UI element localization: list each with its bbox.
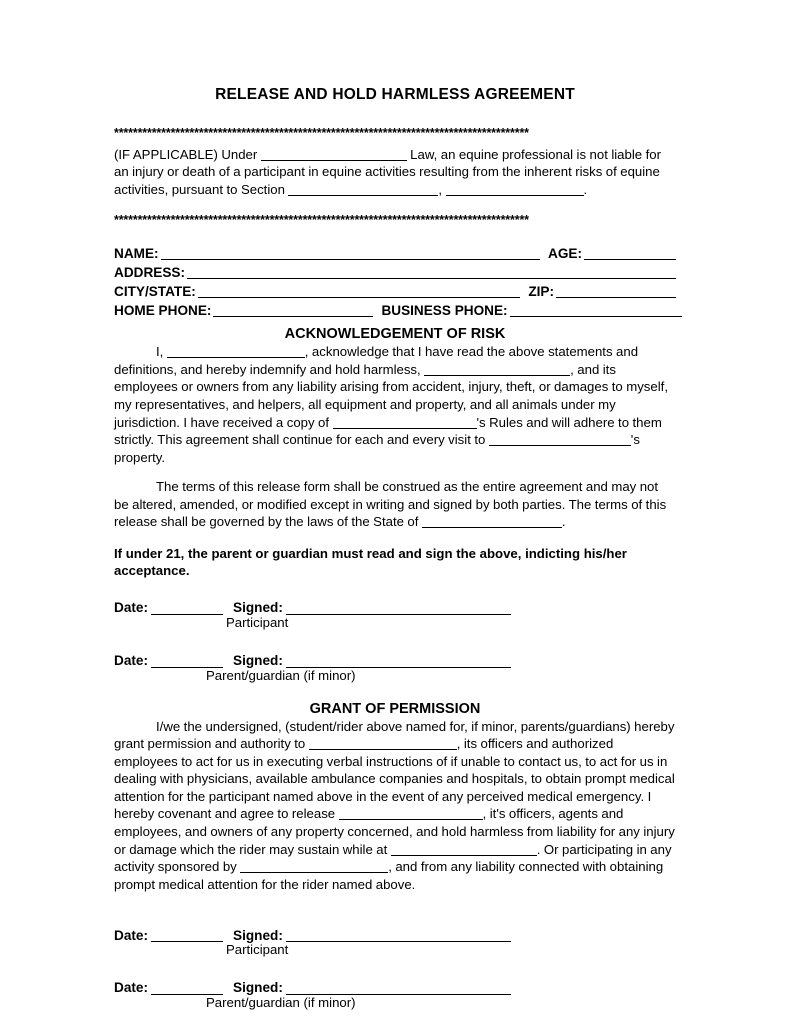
- acknowledgement-paragraph-1: [114, 343, 676, 466]
- signature-block-2: [114, 923, 676, 1011]
- grant-text-c: , it's officers, agents and employees, and owners of any property concerned, and hold harmless from liability for any injury or damage which the rider may sustain while at: [114, 806, 675, 857]
- grant-text-a: I/we the undersigned, (student/rider above named for, if minor, parents/guardians) hereby grant permission and authority to: [114, 718, 675, 752]
- asterisk-divider-bottom: ****************************************************************************************: [114, 214, 529, 228]
- equine-clause-text-4: .: [583, 181, 588, 197]
- acknowledgement-paragraph-2: [114, 478, 676, 531]
- blank-rules-owner[interactable]: [333, 416, 477, 429]
- signature-input-line-participant-2[interactable]: [286, 928, 511, 942]
- signature-input-line-participant-1[interactable]: [286, 601, 511, 615]
- home-phone-label: HOME PHONE:: [114, 302, 212, 318]
- date-label-participant-2: Date:: [114, 927, 148, 943]
- zip-label: ZIP:: [528, 283, 554, 299]
- zip-input-line[interactable]: [556, 284, 676, 298]
- signed-label-participant-1: Signed:: [233, 600, 283, 616]
- info-row-address: [114, 260, 676, 279]
- signature-row-participant-1: [114, 596, 676, 615]
- signature-caption-guardian-2: Parent/guardian (if minor): [206, 995, 356, 1011]
- blank-released-party[interactable]: [339, 807, 483, 820]
- city-state-input-line[interactable]: [198, 284, 521, 298]
- ack-text-d: 's Rules and will adhere to them strictly. This agreement shall continue for each and every visit to: [114, 414, 662, 448]
- date-label-participant-1: Date:: [114, 600, 148, 616]
- signature-caption-guardian-1: Parent/guardian (if minor): [206, 667, 356, 683]
- acknowledgement-heading: ACKNOWLEDGEMENT OF RISK: [284, 326, 506, 343]
- city-state-label: CITY/STATE:: [114, 283, 196, 299]
- grant-text-b: , its officers and authorized employees to act for us in executing verbal instructions of if unable to contact us, to act for us in dealing with physicians, available ambulance companies and hospitals, to obtain prompt medical attention for the participant named above in the event of any perceived medical emergency. I hereby covenant and agree to release: [114, 736, 675, 822]
- equine-clause-text-3: ,: [438, 181, 446, 197]
- info-row-city-state: [114, 279, 676, 298]
- blank-participant-name[interactable]: [167, 345, 305, 358]
- business-phone-label: BUSINESS PHONE:: [381, 302, 508, 318]
- name-input-line[interactable]: [161, 246, 540, 260]
- grant-text-e: , and from any liability connected with obtaining prompt medical attention for the rider named above.: [114, 859, 664, 892]
- name-label: NAME:: [114, 245, 159, 261]
- home-phone-input-line[interactable]: [213, 303, 373, 317]
- ack-text-a: I,: [156, 344, 167, 360]
- date-label-guardian-2: Date:: [114, 980, 148, 996]
- asterisk-divider-top: ****************************************************************************************: [114, 126, 529, 140]
- personal-info-block: [114, 241, 676, 317]
- ack2-text-a: The terms of this release form shall be construed as the entire agreement and may not be altered, amended, or modified except in writing and signed by both parties. The terms of this release shall be governed by the laws of the State of: [114, 479, 667, 530]
- info-row-name: [114, 241, 676, 260]
- signed-label-guardian-1: Signed:: [233, 653, 283, 669]
- ack2-text-b: .: [561, 514, 566, 530]
- date-input-line-guardian-2[interactable]: [151, 981, 223, 995]
- signed-label-participant-2: Signed:: [233, 927, 283, 943]
- grant-text-d: . Or participating in any activity sponsored by: [114, 841, 672, 875]
- signature-row-participant-2: [114, 923, 676, 942]
- blank-location[interactable]: [391, 843, 537, 856]
- address-label: ADDRESS:: [114, 264, 185, 280]
- ack-text-e: 's property.: [114, 432, 640, 465]
- grant-heading: GRANT OF PERMISSION: [309, 700, 481, 717]
- date-input-line-participant-1[interactable]: [151, 601, 223, 615]
- ack-text-b: , acknowledge that I have read the above statements and definitions, and hereby indemnify and hold harmless,: [114, 344, 639, 377]
- minor-acceptance-note: If under 21, the parent or guardian must read and sign the above, indicting his/her acceptance.: [114, 545, 627, 579]
- date-label-guardian-1: Date:: [114, 653, 148, 669]
- age-input-line[interactable]: [584, 246, 676, 260]
- signature-block-1: [114, 596, 676, 684]
- business-phone-input-line[interactable]: [510, 303, 682, 317]
- equine-clause-text-2: Law, an equine professional is not liable for an injury or death of a participant in equine activities resulting from the inherent risks of equine activities, pursuant to Section: [114, 146, 661, 197]
- equine-clause-text-1: (IF APPLICABLE) Under: [114, 146, 261, 162]
- blank-state-law[interactable]: [261, 148, 407, 161]
- blank-hold-harmless-party[interactable]: [424, 363, 570, 376]
- signature-caption-participant-1: Participant: [226, 614, 289, 630]
- ack-text-c: , and its employees or owners from any liability arising from accident, injury, theft, or damages to myself, my representatives, and helpers, all equipment and property, and all animals under my jurisdiction. I have received a copy of: [114, 361, 668, 430]
- blank-visit-property-owner[interactable]: [489, 433, 631, 446]
- document-content: [114, 80, 676, 1011]
- blank-section-2[interactable]: [446, 183, 584, 196]
- blank-activity-sponsor[interactable]: [240, 860, 388, 873]
- grant-paragraph: [114, 718, 676, 893]
- signed-label-guardian-2: Signed:: [233, 980, 283, 996]
- signature-row-guardian-2: [114, 976, 676, 995]
- date-input-line-guardian-1[interactable]: [151, 654, 223, 668]
- equine-liability-clause: [114, 146, 676, 199]
- address-input-line[interactable]: [187, 265, 676, 279]
- info-row-phones: [114, 298, 676, 317]
- date-input-line-participant-2[interactable]: [151, 928, 223, 942]
- signature-input-line-guardian-2[interactable]: [286, 981, 511, 995]
- blank-authorized-entity[interactable]: [309, 737, 457, 750]
- page-title: RELEASE AND HOLD HARMLESS AGREEMENT: [215, 86, 575, 103]
- blank-governing-state[interactable]: [422, 515, 562, 528]
- age-label: AGE:: [548, 245, 582, 261]
- signature-caption-participant-2: Participant: [226, 942, 289, 958]
- signature-row-guardian-1: [114, 649, 676, 668]
- blank-section-1[interactable]: [288, 183, 438, 196]
- signature-input-line-guardian-1[interactable]: [286, 654, 511, 668]
